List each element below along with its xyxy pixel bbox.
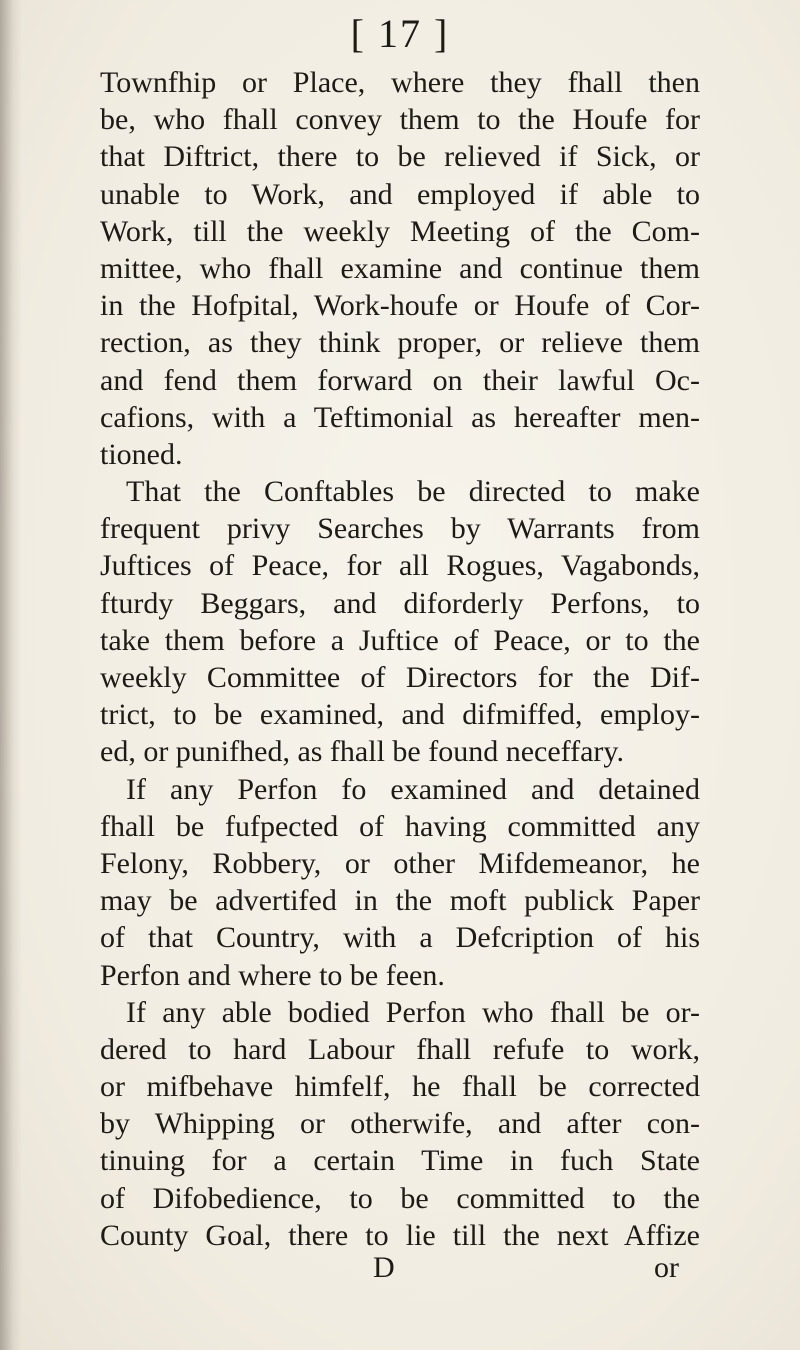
page-number: [ 17 ] — [350, 11, 450, 56]
text-line: may be advertifed in the moft publick Paper — [100, 884, 700, 918]
text-line: County Goal, there to lie till the next Affize — [100, 1218, 700, 1252]
signature-mark: D — [373, 1251, 395, 1284]
text-line: If any able bodied Perfon who fhall be or- — [126, 995, 700, 1029]
text-line: that Diftrict, there to be relieved if Sick, or — [100, 140, 700, 174]
body-text — [100, 64, 700, 1254]
text-line: Juftices of Peace, for all Rogues, Vagabonds, — [100, 549, 700, 583]
text-line: take them before a Juftice of Peace, or to the — [100, 623, 700, 657]
text-line: Perfon and where to be feen. — [100, 958, 445, 992]
text-line: dered to hard Labour fhall refufe to work, — [100, 1032, 700, 1066]
paragraph — [100, 64, 700, 473]
paragraph — [100, 473, 700, 771]
text-line: weekly Committee of Directors for the Dif- — [100, 661, 700, 694]
text-line: and fend them forward on their lawful Oc- — [100, 363, 700, 397]
text-line: fhall be fufpected of having committed any — [100, 809, 700, 843]
text-line: in the Hofpital, Work-houfe or Houfe of Cor- — [100, 289, 700, 323]
gutter-shadow — [0, 0, 22, 1350]
text-line: fturdy Beggars, and diforderly Perfons, to — [100, 586, 700, 620]
text-line: cafions, with a Teftimonial as hereafter men- — [100, 400, 700, 434]
catchword: or — [654, 1251, 679, 1284]
text-line: of Difobedience, to be committed to the — [100, 1181, 700, 1215]
text-line: ed, or punifhed, as fhall be found neceffary. — [100, 735, 624, 769]
text-line: frequent privy Searches by Warrants from — [100, 512, 700, 546]
paragraph — [100, 771, 700, 994]
text-line: unable to Work, and employed if able to — [100, 177, 700, 211]
text-line: trict, to be examined, and difmiffed, employ- — [100, 698, 700, 732]
paragraph — [100, 994, 700, 1254]
text-line: or mifbehave himfelf, he fhall be corrected — [100, 1070, 700, 1104]
text-line: tioned. — [100, 437, 183, 471]
text-line: That the Conftables be directed to make — [126, 475, 700, 509]
text-line: of that Country, with a Defcription of his — [100, 921, 700, 955]
text-line: by Whipping or otherwife, and after con- — [100, 1107, 700, 1141]
text-line: be, who fhall convey them to the Houfe for — [100, 103, 700, 137]
text-line: Work, till the weekly Meeting of the Com- — [100, 214, 700, 248]
text-line: rection, as they think proper, or relieve them — [100, 326, 700, 360]
text-line: Felony, Robbery, or other Mifdemeanor, he — [100, 846, 700, 880]
text-line: tinuing for a certain Time in fuch State — [100, 1144, 700, 1178]
text-line: Townfhip or Place, where they fhall then — [100, 66, 700, 99]
text-line: If any Perfon fo examined and detained — [126, 772, 700, 806]
text-line: mittee, who fhall examine and continue them — [100, 251, 700, 285]
